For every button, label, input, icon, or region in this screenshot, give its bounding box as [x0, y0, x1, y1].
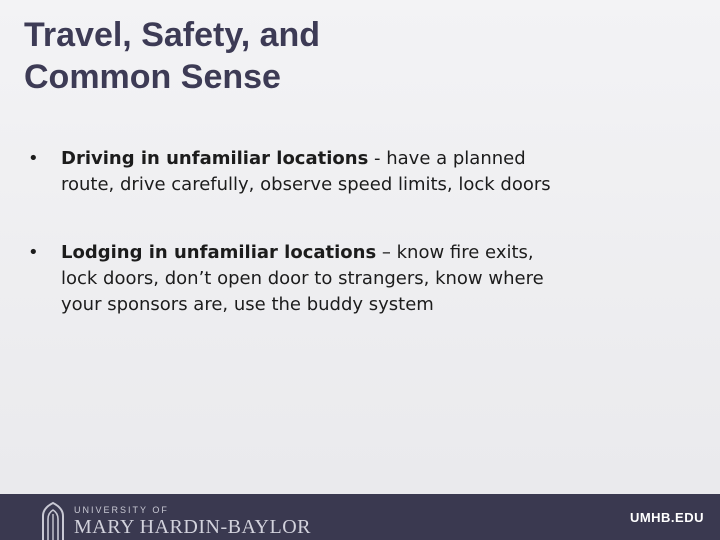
logo-text-top: UNIVERSITY OF — [74, 505, 169, 515]
bullet-list — [28, 146, 568, 318]
bullet-marker: • — [28, 242, 39, 263]
bullet-heading: Lodging in unfamiliar locations — [61, 242, 377, 263]
bullet-text: – know fire exits, lock doors, don’t open door to strangers, know where your sponsors are, use the buddy system — [61, 242, 544, 315]
title-line-1: Travel, Safety, and — [24, 16, 321, 54]
bullet-marker: • — [28, 148, 39, 169]
bell-tower-icon — [40, 500, 66, 540]
footer-bar — [0, 494, 720, 540]
bullet-item-driving — [28, 146, 568, 198]
logo-text-bottom: MARY HARDIN-BAYLOR — [74, 516, 311, 538]
slide-title — [24, 14, 664, 98]
bullet-heading: Driving in unfamiliar locations — [61, 148, 369, 169]
bullet-item-lodging — [28, 240, 568, 318]
title-line-2: Common Sense — [24, 58, 281, 96]
website-url: UMHB.EDU — [629, 510, 704, 525]
bullet-text: - have a planned route, drive carefully, observe speed limits, lock doors — [61, 148, 551, 195]
